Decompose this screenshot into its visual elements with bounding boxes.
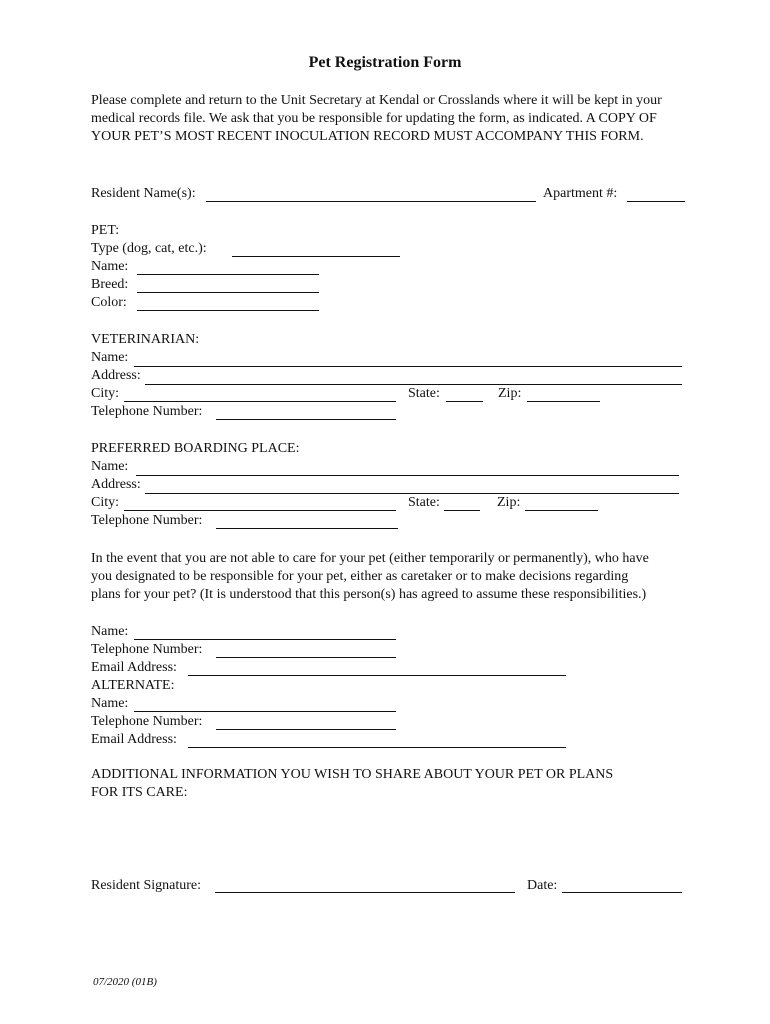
- boarding-state-label: State:: [408, 495, 440, 510]
- alternate-email-label: Email Address:: [91, 732, 177, 747]
- vet-address-label: Address:: [91, 368, 141, 383]
- date-field[interactable]: [562, 892, 682, 893]
- vet-name-label: Name:: [91, 350, 129, 365]
- boarding-name-field[interactable]: [136, 475, 679, 476]
- caretaker-name-field[interactable]: [134, 639, 396, 640]
- page-title: Pet Registration Form: [308, 54, 462, 71]
- vet-heading: VETERINARIAN:: [91, 332, 200, 347]
- boarding-name-label: Name:: [91, 459, 129, 474]
- additional-info-heading: ADDITIONAL INFORMATION YOU WISH TO SHARE ABOUT YOUR PET OR PLANS FOR ITS CARE:: [91, 767, 614, 800]
- vet-name-field[interactable]: [134, 366, 682, 367]
- resident-name-label: Resident Name(s):: [91, 186, 196, 201]
- caretaker-phone-label: Telephone Number:: [91, 642, 203, 657]
- alternate-name-field[interactable]: [134, 711, 396, 712]
- alternate-phone-label: Telephone Number:: [91, 714, 203, 729]
- date-label: Date:: [527, 878, 558, 893]
- boarding-city-label: City:: [91, 495, 120, 510]
- alternate-name-label: Name:: [91, 696, 129, 711]
- pet-type-field[interactable]: [232, 256, 400, 257]
- pet-color-label: Color:: [91, 295, 127, 310]
- vet-zip-label: Zip:: [498, 386, 522, 401]
- alternate-heading: ALTERNATE:: [91, 678, 175, 693]
- boarding-phone-label: Telephone Number:: [91, 513, 203, 528]
- vet-phone-field[interactable]: [216, 419, 396, 420]
- boarding-heading: PREFERRED BOARDING PLACE:: [91, 441, 300, 456]
- pet-name-label: Name:: [91, 259, 129, 274]
- signature-label: Resident Signature:: [91, 878, 202, 893]
- vet-city-label: City:: [91, 386, 120, 401]
- apartment-label: Apartment #:: [543, 186, 618, 201]
- vet-state-field[interactable]: [446, 401, 483, 402]
- alternate-email-field[interactable]: [188, 747, 566, 748]
- boarding-zip-label: Zip:: [497, 495, 521, 510]
- vet-city-field[interactable]: [124, 401, 396, 402]
- boarding-phone-field[interactable]: [216, 528, 398, 529]
- pet-breed-field[interactable]: [137, 292, 319, 293]
- pet-breed-label: Breed:: [91, 277, 129, 292]
- boarding-state-field[interactable]: [444, 510, 480, 511]
- vet-state-label: State:: [408, 386, 440, 401]
- caretaker-name-label: Name:: [91, 624, 129, 639]
- pet-heading: PET:: [91, 223, 120, 238]
- alternate-phone-field[interactable]: [216, 729, 396, 730]
- caretaker-email-label: Email Address:: [91, 660, 177, 675]
- form-version-footer: 07/2020 (01B): [93, 976, 157, 988]
- vet-phone-label: Telephone Number:: [91, 404, 203, 419]
- apartment-field[interactable]: [627, 201, 685, 202]
- vet-zip-field[interactable]: [527, 401, 600, 402]
- boarding-address-label: Address:: [91, 477, 141, 492]
- pet-type-label: Type (dog, cat, etc.):: [91, 241, 207, 256]
- signature-field[interactable]: [215, 892, 515, 893]
- pet-name-field[interactable]: [137, 274, 319, 275]
- caretaker-paragraph: In the event that you are not able to care for your pet (either temporarily or permanently), who have you designated to be responsible for your pet, either as caretaker or to make decisions regarding plans for your pet? (It is understood that this person(s) has agreed to assume these responsibilities.): [91, 551, 649, 602]
- caretaker-phone-field[interactable]: [216, 657, 396, 658]
- intro-paragraph: Please complete and return to the Unit Secretary at Kendal or Crosslands where it will be kept in your medical records file. We ask that you be responsible for updating the form, as indicated. A COPY OF YOUR PET’S MOST RECENT INOCULATION RECORD MUST ACCOMPANY THIS FORM.: [91, 93, 662, 144]
- pet-color-field[interactable]: [137, 310, 319, 311]
- resident-name-field[interactable]: [206, 201, 536, 202]
- caretaker-email-field[interactable]: [188, 675, 566, 676]
- boarding-zip-field[interactable]: [525, 510, 598, 511]
- boarding-city-field[interactable]: [124, 510, 396, 511]
- additional-info-area[interactable]: [91, 806, 681, 866]
